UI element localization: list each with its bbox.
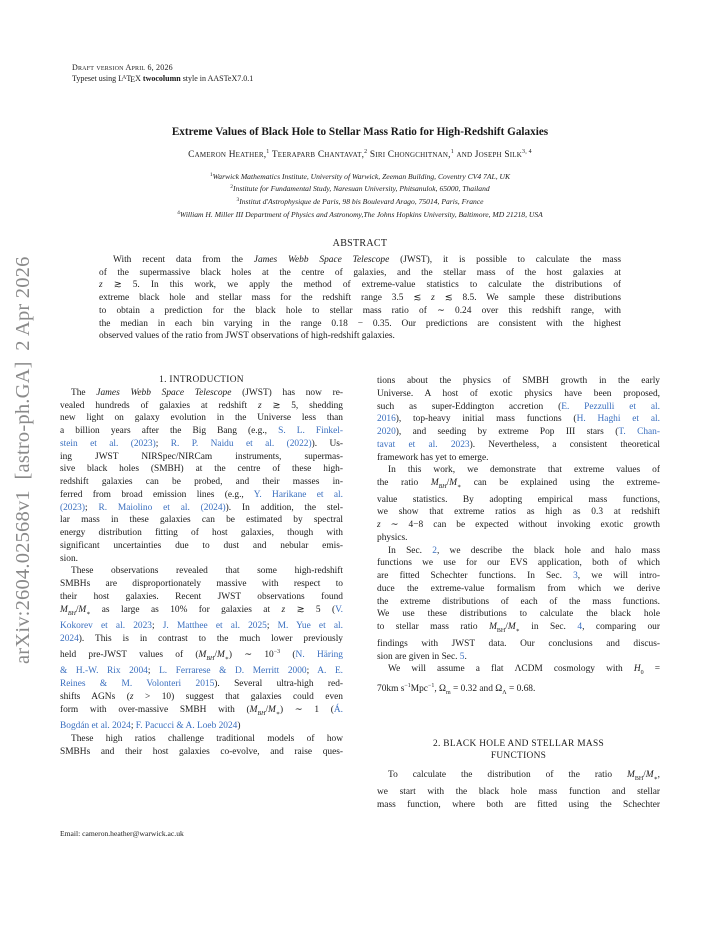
text-line: These observations revealed that some high-redshift [71, 566, 343, 577]
text-line: framework has yet to emerge. [377, 452, 489, 463]
text-line: 2024). This is in contrast to the much lower previously [60, 633, 343, 644]
affiliation-4: $^4$William H. Miller III Department of Physics and Astronomy,The Johns Hopkins University, Baltimore, MD 21218, USA [177, 210, 543, 219]
text-line: we start with the black hole mass function and stellar [377, 786, 660, 797]
text-line: Reines & M. Volonteri 2015). Several ultra-high red- [60, 679, 344, 690]
draft-header [72, 62, 253, 85]
text-line: to stellar mass ratio $M_{BH}/M_∗$ in Sec. 4, comparing our [377, 622, 660, 634]
paper-title: Extreme Values of Black Hole to Stellar Mass Ratio for High-Redshift Galaxies [171, 126, 549, 138]
text-line: a billion years after the Big Bang (e.g., S. L. Finkel- [60, 426, 343, 436]
abstract-body [99, 254, 621, 343]
text-line: redshift galaxies can be probed, and their masses in- [60, 477, 343, 487]
text-line: stein et al. (2023); R. P. Naidu et al. (2022)). Us- [60, 438, 343, 449]
text-line: Bogdán et al. 2024; F. Pacucci & A. Loeb 2024) [60, 721, 241, 732]
text-line: duce the extreme-value formalism from which we derive [377, 583, 660, 594]
text-line: findings with JWST data. Our conclusions and discus- [377, 638, 660, 649]
abstract-line: of the supermassive black holes at the centre of galaxies, and the stellar mass of the host galaxies at [99, 267, 621, 278]
text-line: mass function, where both are fitted using the Schechter [377, 799, 660, 810]
text-line: & H.-W. Rix 2004; L. Ferrarese & D. Merritt 2000; A. E. [60, 666, 344, 677]
author-list: Cameron Heather,$^1$ Teeraparb Chantavat,$^2$ Siri Chongchitnan,$^1$ and Joseph Silk$^{3, 4}$ [188, 149, 532, 160]
typeset-note: Typeset using $L^ATEX$ twocolumn style in AASTeX7.0.1 [72, 74, 254, 84]
text-line: ing JWST NIRSpec/NIRCam instruments, supermas- [60, 451, 343, 462]
text-line: new light on galaxy evolution in the Universe less than [60, 413, 343, 424]
text-line: held pre-JWST values of $(M_{BH}/M_∗)$ ∼ $10^{-3}$ (N. Häring [60, 648, 343, 662]
text-line: form with over-massive SMBH with $(M_{BH}/M_∗)$ ∼ 1 (Á. [60, 704, 343, 717]
abstract-heading: ABSTRACT [332, 238, 388, 249]
text-line: significant uncertainties due to dust and nebular emis- [60, 540, 343, 551]
right-column [377, 375, 660, 811]
section-2-heading-cont: FUNCTIONS [490, 751, 547, 762]
text-line: sion. [60, 553, 78, 564]
text-line: We use these distributions to calculate the black hole [377, 609, 660, 620]
text-line: z ∼ 4−8 can be expected without invoking exotic growth [377, 520, 660, 531]
text-line: the extreme distributions of each of the mass functions. [377, 596, 660, 607]
text-line: Kokorev et al. 2023; J. Matthee et al. 2025; M. Yue et al. [60, 621, 343, 632]
abstract-line: the median in each bin varying in the range 0.18 − 0.35. Our predictions are consistent with the highest [99, 318, 621, 329]
draft-version: Draft version April 6, 2026 [72, 63, 173, 72]
abstract-line: to obtain a prediction for the black hole to stellar mass ratio of ∼ 0.24 over this redshift range, with [99, 305, 621, 316]
text-line: To calculate the distribution of the ratio $M_{BH}/M_∗$, [388, 770, 660, 782]
text-line: energy distribution fitting of host galaxies, though with [60, 528, 343, 538]
text-line: shifts AGNs (z > 10) suggest that galaxies could even [60, 691, 343, 702]
affiliation-1: $^1$Warwick Mathematics Institute, University of Warwick, Zeeman Building, Coventry CV4 7AL, UK [209, 172, 511, 181]
text-line: sive black holes (SMBH) at the centre of these high- [60, 464, 343, 475]
text-line: SMBHs and their host galaxies co-evolve, and raise ques- [60, 746, 343, 757]
text-line: In this work, we demonstrate that extreme values of [388, 465, 660, 476]
text-line: (2023); R. Maiolino et al. (2024)). In addition, the stel- [60, 502, 343, 513]
text-line: value statistics. By adopting empirical mass functions, [377, 494, 660, 505]
corresponding-email: Email: cameron.heather@warwick.ac.uk [60, 829, 184, 838]
affiliation-2: $^2$Institute for Fundamental Study, Naresuan University, Phitsanulok, 65000, Thailand [230, 184, 490, 193]
text-line: physics. [377, 532, 408, 543]
abstract-line: z ≳ 5. In this work, we apply the method of extreme-value statistics to calculate the distributions of [99, 280, 621, 291]
text-line: functions we use for our EVS application, both of which [377, 558, 660, 569]
section-2-heading: 2. BLACK HOLE AND STELLAR MASS [433, 738, 604, 749]
text-line: lar mass in these galaxies can be estimated by spectral [60, 515, 343, 526]
text-line: such as super-Eddington accretion (E. Pezzulli et al. [377, 401, 660, 412]
text-line: In Sec. 2, we describe the black hole and halo mass [388, 545, 660, 556]
text-line: The James Webb Space Telescope (JWST) has now re- [71, 387, 344, 398]
text-line: tions about the physics of SMBH growth in the early [377, 376, 660, 386]
text-line: SMBHs are disproportionately massive with respect to [60, 579, 343, 589]
section-1-heading: 1. INTRODUCTION [159, 375, 244, 385]
affiliation-3: $^3$Institut d'Astrophysique de Paris, 98 bis Boulevard Arago, 75014, Paris, France [236, 197, 484, 206]
text-line: $M_{BH}/M_∗$ as large as 10% for galaxies at z ≳ 5 (V. [60, 604, 343, 617]
text-line: we show that extreme ratios as high as 0.3 at redshift [377, 507, 660, 518]
text-line: their host galaxies. Recent JWST observations found [60, 591, 343, 602]
text-line: sion are given in Sec. 5. [377, 651, 467, 662]
text-line: are fitted Schechter functions. In Sec. 3, we will intro- [377, 571, 660, 582]
text-line: 70km $s^{-1}Mpc^{-1}$, $\Omega_m = 0.32$ and $\Omega_\Lambda = 0.68$. [377, 682, 536, 696]
text-line: Universe. A host of exotic physics have been proposed, [377, 388, 660, 399]
abstract-line: observed values of the ratio from JWST observations of high-redshift galaxies. [99, 331, 395, 342]
text-line: the ratio $M_{BH}/M_∗$ can be explained using the extreme- [377, 478, 660, 490]
arxiv-stamp: arXiv:2604.02568v1 [astro-ph.GA] 2 Apr 2026 [12, 256, 34, 664]
text-line: ferred from broad emission lines (e.g., Y. Harikane et al. [60, 489, 344, 500]
text-line: These high ratios challenge traditional models of how [71, 734, 343, 744]
text-line: 2020), and seeding by extreme Pop III stars (T. Chan- [377, 427, 660, 437]
text-line: We will assume a flat ΛCDM cosmology with $H_0$ = [388, 664, 660, 677]
abstract-line: With recent data from the James Webb Space Telescope (JWST), it is possible to calculate the mass [113, 255, 621, 265]
left-column [60, 374, 343, 759]
abstract-line: extreme black hole and stellar mass for the redshift range 3.5 ≲ z ≲ 8.5. We sample these distributions [99, 293, 621, 304]
text-line: 2016), top-heavy initial mass functions (H. Haghi et al. [377, 414, 660, 425]
text-line: vealed hundreds of galaxies at redshift z ≳ 5, shedding [60, 400, 343, 411]
text-line: tavat et al. 2023). Nevertheless, a consistent theoretical [377, 439, 660, 450]
